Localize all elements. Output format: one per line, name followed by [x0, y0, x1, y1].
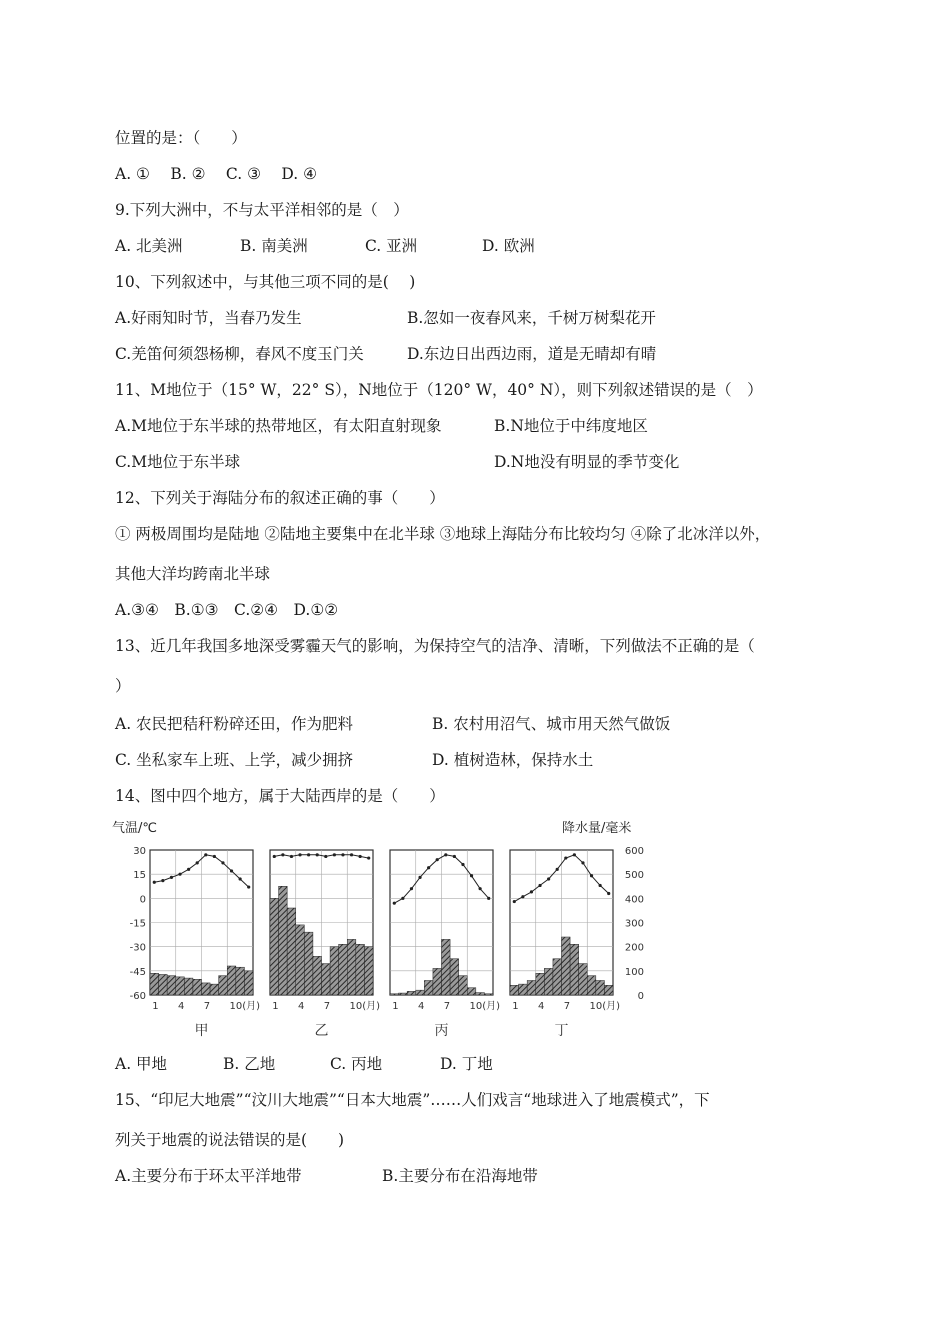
temperature-point [530, 890, 533, 893]
left-axis-title: 气温/℃ [112, 821, 157, 836]
x-tick-label: 1 [152, 1001, 159, 1012]
temperature-point [221, 861, 224, 864]
temperature-point [341, 853, 344, 856]
temperature-point [350, 853, 353, 856]
x-tick-label: 10(月) [589, 1001, 621, 1012]
precip-bar [270, 898, 279, 995]
panel-label: 丁 [554, 1023, 569, 1039]
temperature-point [187, 868, 190, 871]
right-tick-label: 0 [637, 991, 644, 1002]
question-9: 9.下列大洲中，不与太平洋相邻的是（ ） [115, 201, 409, 219]
q10-option-b: B.忽如一夜春风来，千树万树梨花开 [407, 309, 656, 327]
left-tick-label: -30 [129, 942, 146, 954]
temperature-point [590, 874, 593, 877]
line-options-8: A. ① B. ② C. ③ D. ④ [115, 165, 318, 183]
question-10: 10、下列叙述中，与其他三项不同的是( ) [115, 273, 416, 291]
q11-option-a: A.M地位于东半球的热带地区，有太阳直射现象 [115, 417, 442, 435]
temperature-point [273, 855, 276, 858]
precip-bar [193, 979, 202, 995]
temperature-point [247, 885, 250, 888]
left-tick-label: 0 [139, 894, 146, 906]
precip-bar [450, 959, 459, 995]
q15-option-a: A.主要分布于环太平洋地带 [115, 1167, 302, 1185]
question-12: 12、下列关于海陆分布的叙述正确的事（ ） [115, 489, 445, 507]
temperature-point [161, 879, 164, 882]
temperature-point [581, 861, 584, 864]
temperature-point [479, 887, 482, 890]
temperature-point [307, 853, 310, 856]
temperature-point [513, 900, 516, 903]
right-axis-title: 降水量/毫米 [562, 821, 632, 836]
precip-bar [459, 976, 468, 995]
temperature-point [436, 858, 439, 861]
temperature-point [453, 855, 456, 858]
precip-bar [424, 981, 433, 996]
q11-option-c: C.M地位于东半球 [115, 453, 241, 471]
temperature-point [573, 853, 576, 856]
precip-bar [167, 976, 176, 995]
temperature-point [324, 855, 327, 858]
temperature-point [599, 884, 602, 887]
question-15-cont: 列关于地震的说法错误的是( ) [115, 1131, 345, 1149]
q12-statements-1: ① 两极周围均是陆地 ②陆地主要集中在北半球 ③地球上海陆分布比较均匀 ④除了北冰洋以外， [115, 525, 771, 543]
q9-option-a: A. 北美洲 [115, 237, 183, 255]
precip-bar [596, 981, 605, 996]
temperature-point [410, 887, 413, 890]
q14-option-c: C. 丙地 [330, 1055, 383, 1073]
question-11: 11、M地位于（15° W，22° S），N地位于（120° W，40° N），则下列叙述错误的是（ ） [115, 381, 763, 399]
panel-label: 甲 [194, 1023, 209, 1039]
temperature-point [281, 853, 284, 856]
temperature-point [470, 874, 473, 877]
left-tick-label: 30 [133, 846, 146, 857]
temperature-point [196, 861, 199, 864]
x-tick-label: 1 [272, 1001, 279, 1012]
q10-option-a: A.好雨知时节，当春乃发生 [115, 309, 302, 327]
temperature-point [333, 853, 336, 856]
precip-bar [244, 971, 253, 995]
x-tick-label: 7 [443, 1001, 451, 1012]
temperature-point [401, 897, 404, 900]
question-13: 13、近几年我国多地深受雾霾天气的影响，为保持空气的洁净、清晰，下列做法不正确的是（ [115, 637, 755, 655]
temperature-point [556, 868, 559, 871]
temperature-point [418, 876, 421, 879]
precip-bar [519, 984, 528, 995]
x-tick-label: 10(月) [229, 1001, 261, 1012]
question-14: 14、图中四个地方，属于大陆西岸的是（ ） [115, 787, 445, 805]
precip-bar [339, 944, 348, 995]
precip-bar [442, 939, 451, 995]
precip-bar [304, 932, 313, 995]
x-tick-label: 7 [203, 1001, 211, 1012]
x-tick-label: 1 [512, 1001, 519, 1012]
temperature-point [367, 856, 370, 859]
temperature-point [547, 877, 550, 880]
temperature-point [316, 853, 319, 856]
precip-bar [356, 944, 365, 995]
precip-bar [219, 976, 228, 995]
precip-bar [176, 977, 185, 995]
x-tick-label: 4 [418, 1001, 425, 1012]
temperature-point [170, 876, 173, 879]
temperature-point [359, 855, 362, 858]
left-tick-label: 15 [133, 870, 146, 882]
precip-bar [236, 967, 245, 995]
temperature-point [393, 902, 396, 905]
q12-statements-2: 其他大洋均跨南北半球 [115, 565, 271, 583]
temperature-point [461, 863, 464, 866]
precip-bar [527, 981, 536, 996]
precip-bar [202, 983, 211, 995]
x-tick-label: 10(月) [349, 1001, 381, 1012]
climate-charts [112, 818, 652, 1043]
question-15: 15、“印尼大地震”“汶川大地震”“日本大地震”……人们戏言“地球进入了地震模式”，下 [115, 1091, 710, 1109]
precip-bar [399, 993, 408, 995]
left-tick-label: -15 [129, 918, 146, 930]
q10-option-d: D.东边日出西边雨，道是无晴却有晴 [407, 345, 657, 363]
q14-option-d: D. 丁地 [440, 1055, 493, 1073]
q15-option-b: B.主要分布在沿海地带 [382, 1167, 538, 1185]
precip-bar [476, 993, 485, 995]
x-tick-label: 4 [298, 1001, 305, 1012]
precip-bar [330, 947, 339, 995]
precip-bar [347, 939, 356, 995]
right-tick-label: 500 [624, 870, 644, 882]
temperature-point [178, 873, 181, 876]
temperature-point [427, 866, 430, 869]
q9-option-d: D. 欧洲 [482, 237, 535, 255]
precip-bar [416, 990, 425, 995]
precip-bar [390, 994, 399, 995]
temperature-point [153, 881, 156, 884]
precip-bar [553, 959, 562, 995]
left-tick-label: -60 [129, 991, 146, 1002]
precip-bar [433, 968, 442, 995]
q13-option-c: C. 坐私家车上班、上学，减少拥挤 [115, 751, 354, 769]
precip-bar [322, 964, 331, 995]
temperature-point [230, 869, 233, 872]
panel-label: 乙 [314, 1023, 329, 1039]
right-tick-label: 100 [624, 966, 644, 978]
precip-bar [210, 984, 219, 995]
q9-option-c: C. 亚洲 [365, 237, 418, 255]
precip-bar [544, 968, 553, 995]
right-tick-label: 400 [624, 894, 644, 906]
q9-option-b: B. 南美洲 [240, 237, 308, 255]
precip-bar [604, 985, 613, 995]
q13-option-d: D. 植树造林，保持水土 [432, 751, 594, 769]
temperature-point [538, 884, 541, 887]
precip-bar [227, 966, 236, 995]
q10-option-c: C.羌笛何须怨杨柳，春风不度玉门关 [115, 345, 364, 363]
precip-bar [467, 988, 476, 995]
precip-bar [570, 944, 579, 995]
temperature-point [239, 877, 242, 880]
x-tick-label: 7 [563, 1001, 571, 1012]
precip-bar [484, 994, 493, 995]
panel-label: 丙 [434, 1023, 449, 1039]
left-tick-label: -45 [129, 966, 146, 978]
precip-bar [313, 956, 322, 995]
precip-bar [407, 991, 416, 995]
temperature-point [298, 853, 301, 856]
x-tick-label: 7 [323, 1001, 331, 1012]
temperature-point [204, 853, 207, 856]
precip-bar [579, 964, 588, 995]
question-13-end: ） [115, 677, 131, 695]
precip-bar [587, 976, 596, 995]
precip-bar [287, 908, 296, 995]
precip-bar [159, 974, 168, 995]
precip-bar [279, 886, 288, 995]
x-tick-label: 4 [538, 1001, 545, 1012]
right-tick-label: 200 [624, 942, 644, 954]
q14-option-a: A. 甲地 [115, 1055, 168, 1073]
x-tick-label: 10(月) [469, 1001, 501, 1012]
q11-option-d: D.N地没有明显的季节变化 [494, 453, 680, 471]
q13-option-a: A. 农民把秸秆粉碎还田，作为肥料 [115, 715, 354, 733]
x-tick-label: 4 [178, 1001, 185, 1012]
line-position: 位置的是：（ ） [115, 129, 247, 147]
temperature-point [444, 853, 447, 856]
precip-bar [184, 978, 193, 995]
temperature-point [290, 855, 293, 858]
q12-options: A.③④ B.①③ C.②④ D.①② [115, 601, 339, 619]
right-tick-label: 600 [624, 846, 644, 857]
temperature-point [607, 892, 610, 895]
q13-option-b: B. 农村用沼气、城市用天然气做饭 [432, 715, 671, 733]
q11-option-b: B.N地位于中纬度地区 [494, 417, 648, 435]
right-tick-label: 300 [624, 918, 644, 930]
temperature-point [213, 855, 216, 858]
precip-bar [296, 925, 305, 995]
climate-charts-svg [112, 818, 652, 1043]
precip-bar [364, 947, 373, 995]
q14-option-b: B. 乙地 [223, 1055, 276, 1073]
precip-bar [536, 973, 545, 995]
precip-bar [510, 985, 519, 995]
temperature-point [487, 897, 490, 900]
temperature-point [564, 856, 567, 859]
precip-bar [150, 973, 159, 995]
temperature-point [521, 895, 524, 898]
precip-bar [562, 937, 571, 995]
x-tick-label: 1 [392, 1001, 399, 1012]
